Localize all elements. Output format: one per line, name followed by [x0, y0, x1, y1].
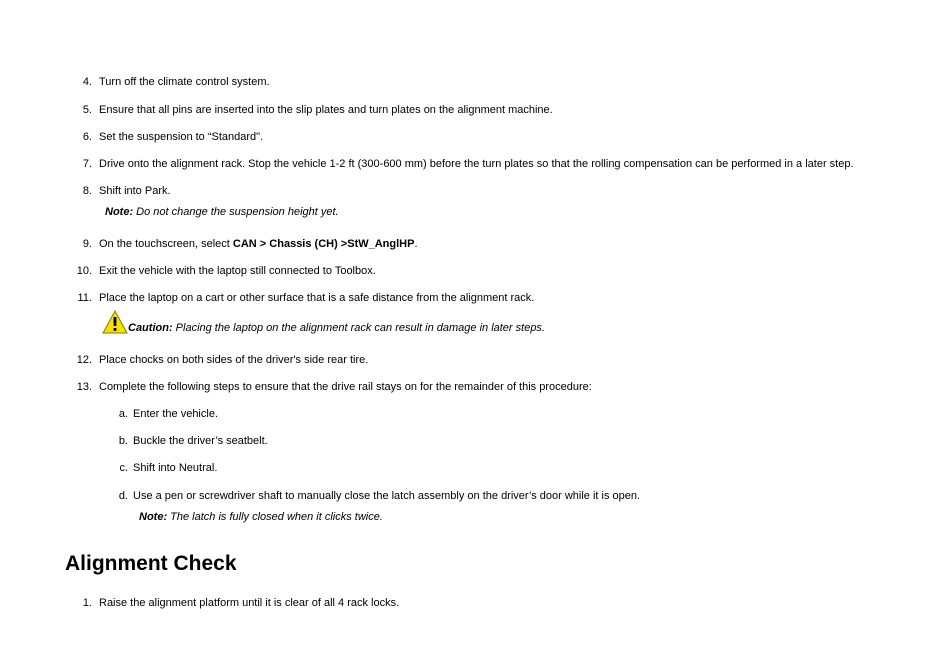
step-number: 12.: [76, 354, 92, 366]
caution-text: Placing the laptop on the alignment rack can result in damage in later steps.: [172, 322, 545, 334]
note-text: The latch is fully closed when it clicks twice.: [167, 511, 383, 523]
step-number: 7.: [82, 158, 92, 170]
step-text: Place the laptop on a cart or other surface that is a safe distance from the alignment rack.: [99, 292, 535, 304]
substep-letter: b.: [118, 435, 128, 447]
step-number: 4.: [82, 76, 92, 88]
step-number: 9.: [82, 238, 92, 250]
substep-letter: a.: [118, 408, 128, 420]
step-number: 13.: [76, 381, 92, 393]
note-step-8: [105, 205, 339, 219]
step-number: 10.: [76, 265, 92, 277]
note-substep-d: [139, 510, 383, 524]
step-text: Exit the vehicle with the laptop still connected to Toolbox.: [99, 265, 376, 277]
step-text: Ensure that all pins are inserted into the slip plates and turn plates on the alignment machine.: [99, 104, 553, 116]
step-text: On the touchscreen, select CAN > Chassis (CH) >StW_AnglHP.: [99, 238, 418, 250]
step-number: 6.: [82, 131, 92, 143]
substep-text: Shift into Neutral.: [133, 462, 218, 474]
substep-letter: c.: [119, 462, 128, 474]
step-text: Drive onto the alignment rack. Stop the vehicle 1-2 ft (300-600 mm) before the turn plates so that the rolling compensation can be performed in a later step.: [99, 158, 854, 170]
step-text: Complete the following steps to ensure that the drive rail stays on for the remainder of this procedure:: [99, 381, 592, 393]
step-text: Place chocks on both sides of the driver's side rear tire.: [99, 354, 369, 366]
substep-text: Use a pen or screwdriver shaft to manually close the latch assembly on the driver’s door while it is open.: [133, 490, 641, 502]
step-text: Set the suspension to “Standard".: [99, 131, 264, 143]
caution-label: Caution:: [128, 322, 173, 334]
step-number: 1.: [82, 597, 92, 609]
step-text: Raise the alignment platform until it is clear of all 4 rack locks.: [99, 597, 400, 609]
caution-icon: [102, 310, 128, 334]
note-label: Note:: [105, 206, 134, 218]
substep-letter: d.: [118, 490, 128, 502]
step-number: 5.: [82, 104, 92, 116]
step-text: Shift into Park.: [99, 185, 171, 197]
note-label: Note:: [139, 511, 168, 523]
caution-step-11: [128, 321, 545, 335]
menu-path: CAN > Chassis (CH) >StW_AnglHP: [232, 238, 415, 250]
substep-text: Enter the vehicle.: [133, 408, 218, 420]
substep-text: Buckle the driver’s seatbelt.: [133, 435, 268, 447]
section-heading: Alignment Check: [65, 552, 237, 575]
note-text: Do not change the suspension height yet.: [133, 206, 339, 218]
step-number: 8.: [82, 185, 92, 197]
step-text: Turn off the climate control system.: [99, 76, 270, 88]
step-number: 11.: [77, 292, 92, 304]
